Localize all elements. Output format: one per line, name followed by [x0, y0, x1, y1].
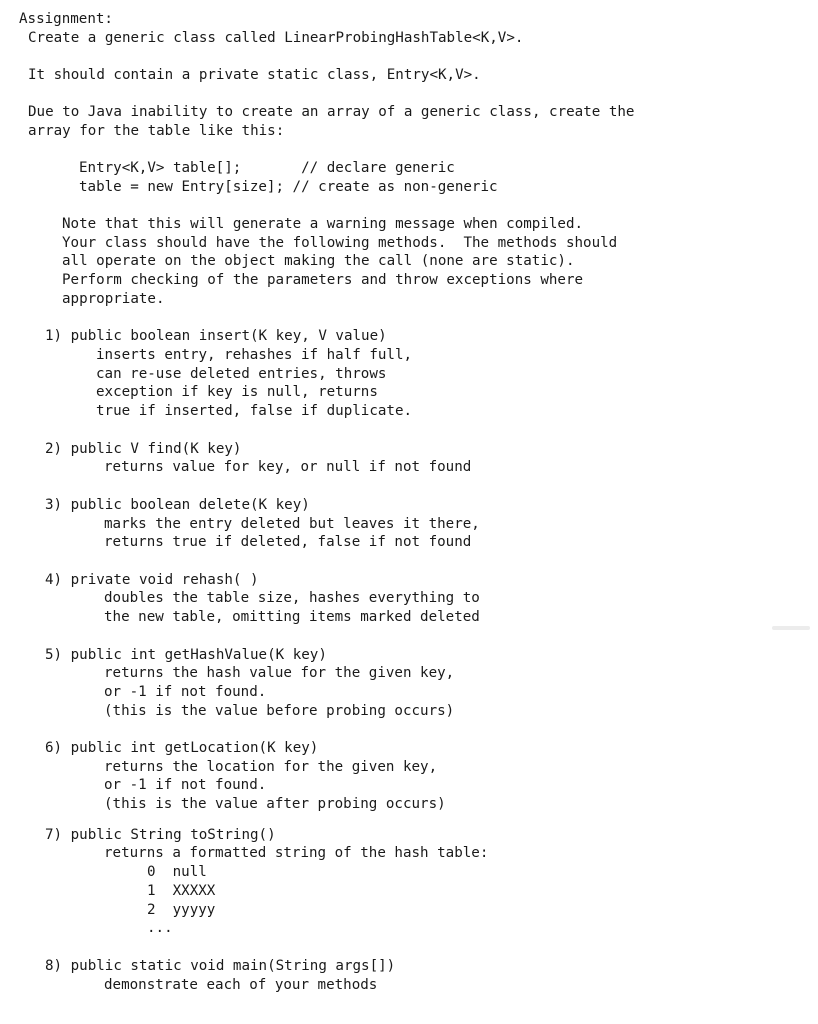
method-signature-insert: 1) public boolean insert(K key, V value) [45, 328, 387, 344]
method-description: returns value for key, or null if not found [104, 459, 472, 475]
method-signature-get-hash-value: 5) public int getHashValue(K key) [45, 647, 327, 663]
method-signature-main: 8) public static void main(String args[]) [45, 958, 396, 974]
note-line: appropriate. [62, 291, 165, 307]
intro-line: Create a generic class called LinearProbingHashTable<K,V>. [28, 30, 524, 46]
method-description: can re-use deleted entries, throws [96, 366, 387, 382]
method-description: returns true if deleted, false if not found [104, 534, 472, 550]
note-line: Your class should have the following methods. The methods should [62, 235, 618, 251]
method-signature-get-location: 6) public int getLocation(K key) [45, 740, 319, 756]
code-line: Entry<K,V> table[]; // declare generic [79, 160, 455, 176]
method-description: (this is the value before probing occurs) [104, 703, 455, 719]
method-description: returns the hash value for the given key, [104, 665, 455, 681]
method-signature-find: 2) public V find(K key) [45, 441, 242, 457]
method-description: demonstrate each of your methods [104, 977, 378, 993]
code-line: table = new Entry[size]; // create as non-generic [79, 179, 498, 195]
note-line: all operate on the object making the call (none are static). [62, 253, 575, 269]
intro-line: It should contain a private static class, Entry<K,V>. [28, 67, 481, 83]
method-signature-delete: 3) public boolean delete(K key) [45, 497, 310, 513]
method-description: (this is the value after probing occurs) [104, 796, 446, 812]
intro-line: array for the table like this: [28, 123, 285, 139]
example-output-line: 1 XXXXX [147, 883, 216, 899]
method-description: marks the entry deleted but leaves it there, [104, 516, 480, 532]
assignment-heading: Assignment: [19, 11, 113, 27]
method-signature-rehash: 4) private void rehash( ) [45, 572, 259, 588]
example-output-line: 0 null [147, 864, 207, 880]
note-line: Note that this will generate a warning message when compiled. [62, 216, 584, 232]
example-output-line: 2 yyyyy [147, 902, 216, 918]
method-signature-to-string: 7) public String toString() [45, 827, 276, 843]
example-output-ellipsis: ... [147, 920, 173, 936]
method-description: returns a formatted string of the hash table: [104, 845, 489, 861]
intro-line: Due to Java inability to create an array of a generic class, create the [28, 104, 635, 120]
method-description: returns the location for the given key, [104, 759, 438, 775]
note-line: Perform checking of the parameters and throw exceptions where [62, 272, 584, 288]
method-description: true if inserted, false if duplicate. [96, 403, 413, 419]
method-description: the new table, omitting items marked deleted [104, 609, 480, 625]
method-description: inserts entry, rehashes if half full, [96, 347, 413, 363]
method-description: or -1 if not found. [104, 777, 267, 793]
method-description: doubles the table size, hashes everything to [104, 590, 480, 606]
method-description: exception if key is null, returns [96, 384, 378, 400]
scroll-indicator [772, 626, 810, 630]
method-description: or -1 if not found. [104, 684, 267, 700]
